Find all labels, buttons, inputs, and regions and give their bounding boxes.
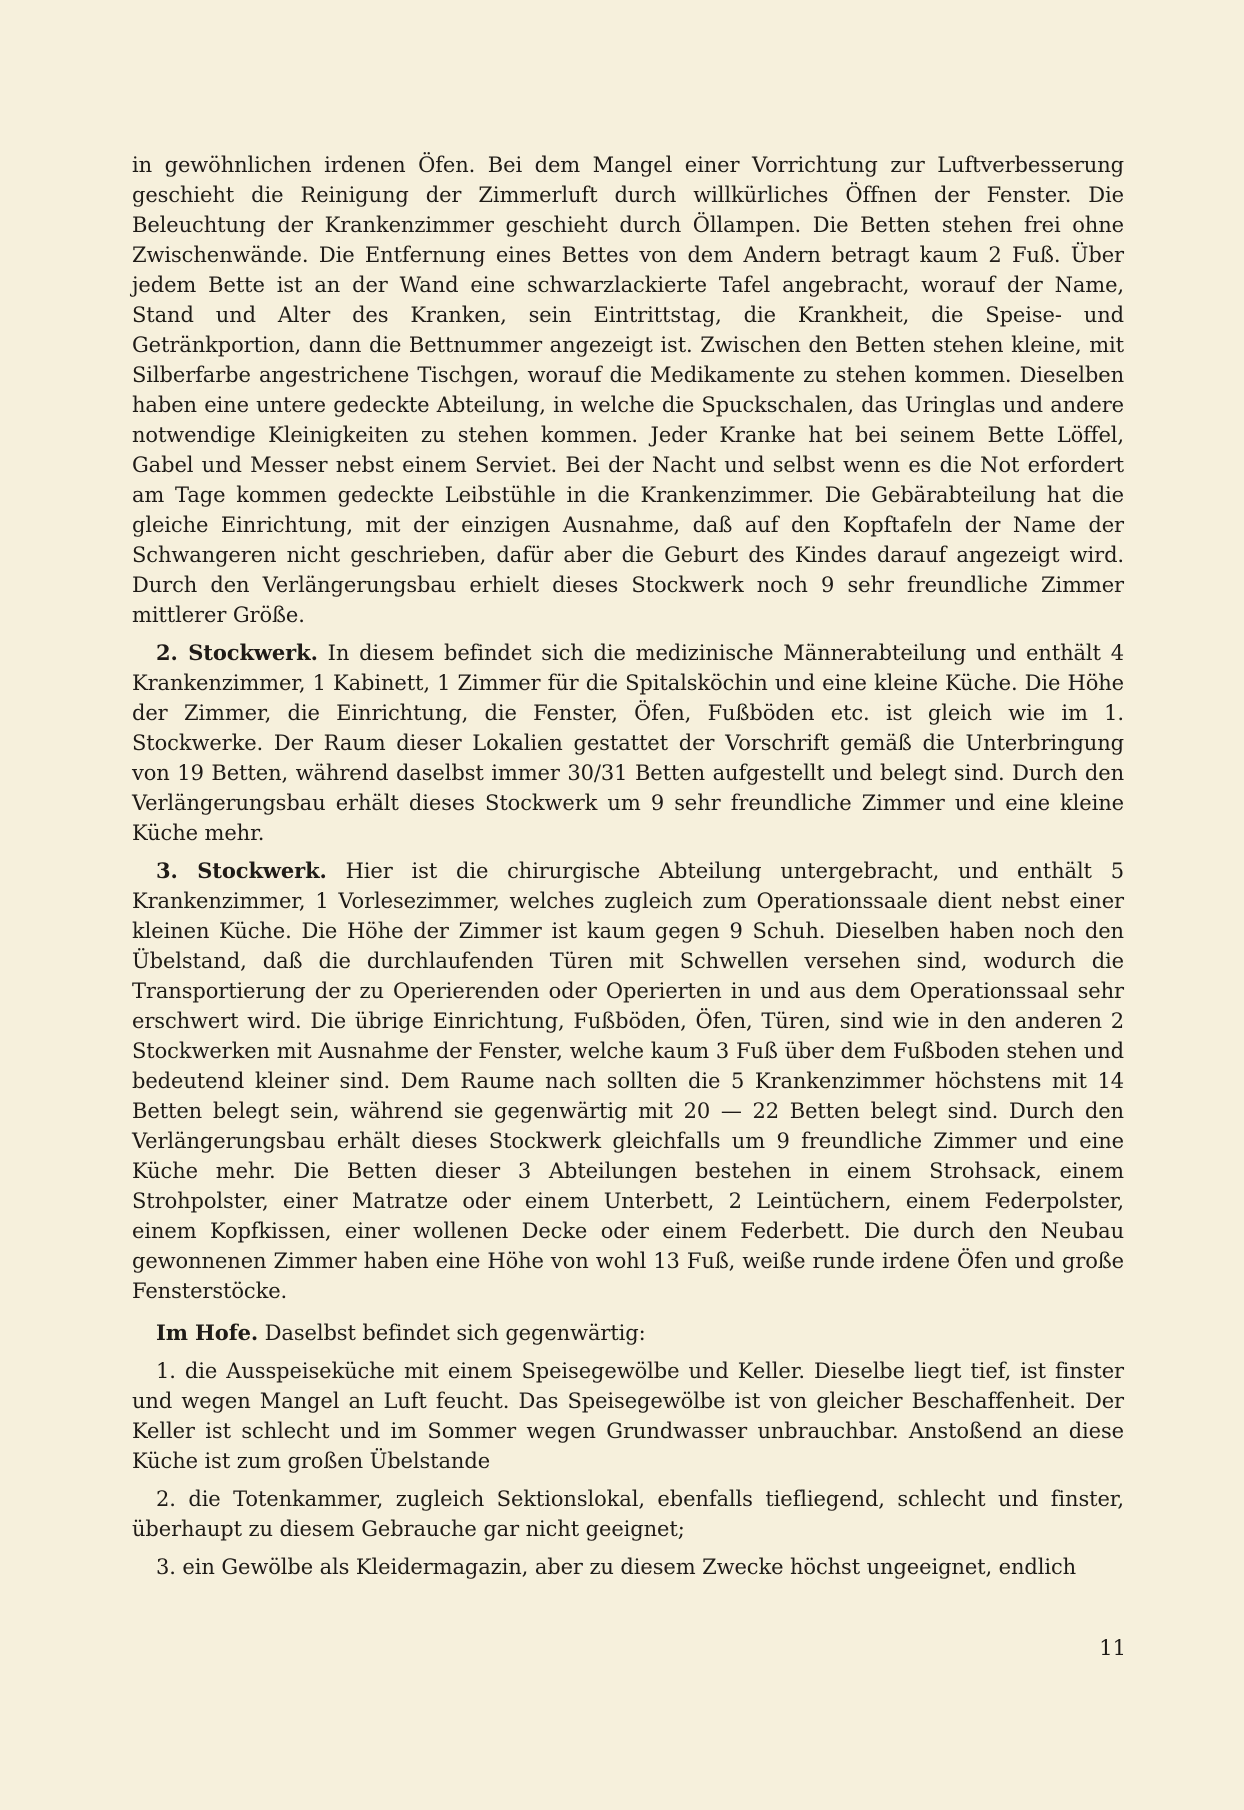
heading-im-hofe: Im Hofe. bbox=[156, 1320, 259, 1345]
paragraph-2 bbox=[132, 638, 1124, 848]
list-item-3 bbox=[132, 1552, 1124, 1582]
paragraph-1-text: in gewöhnlichen irdenen Öfen. Bei dem Mangel einer Vorrichtung zur Luftverbesserung geschieht die Reinigung der Zimmerluft durch willkürliches Öffnen der Fenster. Die Beleuchtung der Krankenzimmer geschieht durch Öllampen. Die Betten stehen frei ohne Zwischenwände. Die Entfernung eines Bettes von dem Andern betragt kaum 2 Fuß. Über jedem Bette ist an der Wand eine schwarzlackierte Tafel angebracht, worauf der Name, Stand und Alter des Kranken, sein Eintrittstag, die Krankheit, die Speise- und Getränkportion, dann die Bettnummer angezeigt ist. Zwischen den Betten stehen kleine, mit Silberfarbe angestrichene Tischgen, worauf die Medikamente zu stehen kommen. Dieselben haben eine untere gedeckte Abteilung, in welche die Spuckschalen, das Uringlas und andere notwendige Kleinigkeiten zu stehen kommen. Jeder Kranke hat bei seinem Bette Löffel, Gabel und Messer nebst einem Serviet. Bei der Nacht und selbst wenn es die Not erfordert am Tage kommen gedeckte Leibstühle in die Krankenzimmer. Die Gebärabteilung hat die gleiche Einrichtung, mit der einzigen Ausnahme, daß auf den Kopftafeln der Name der Schwangeren nicht geschrieben, dafür aber die Geburt des Kindes darauf angezeigt wird. Durch den Verlängerungsbau erhielt dieses Stockwerk noch 9 sehr freundliche Zimmer mittlerer Größe. bbox=[132, 153, 1124, 627]
list-item-1 bbox=[132, 1356, 1124, 1476]
paragraph-3 bbox=[132, 856, 1124, 1306]
heading-2-stockwerk: 2. Stockwerk. bbox=[156, 640, 318, 665]
list-item-2 bbox=[132, 1484, 1124, 1544]
paragraph-4-text: Daselbst befindet sich gegenwärtig: bbox=[258, 1321, 646, 1345]
list-item-2-text: 2. die Totenkammer, zugleich Sektionslokal, ebenfalls tiefliegend, schlecht und finster, überhaupt zu diesem Gebrauche gar nicht geeignet; bbox=[132, 1487, 1124, 1541]
list-item-3-text: 3. ein Gewölbe als Kleidermagazin, aber zu diesem Zwecke höchst ungeeignet, endlich bbox=[156, 1555, 1077, 1579]
page-number: 11 bbox=[1099, 1636, 1126, 1660]
paragraph-3-text: Hier ist die chirurgische Abteilung untergebracht, und enthält 5 Krankenzimmer, 1 Vorlesezimmer, welches zugleich zum Operationssaale dient nebst einer kleinen Küche. Die Höhe der Zimmer ist kaum gegen 9 Schuh. Dieselben haben noch den Übelstand, daß die durchlaufenden Türen mit Schwellen versehen sind, wodurch die Transportierung der zu Operierenden oder Operierten in und aus dem Operationssaal sehr erschwert wird. Die übrige Einrichtung, Fußböden, Öfen, Türen, sind wie in den anderen 2 Stockwerken mit Ausnahme der Fenster, welche kaum 3 Fuß über dem Fußboden stehen und bedeutend kleiner sind. Dem Raume nach sollten die 5 Krankenzimmer höchstens mit 14 Betten belegt sein, während sie gegenwärtig mit 20 — 22 Betten belegt sind. Durch den Verlängerungsbau erhält dieses Stockwerk gleichfalls um 9 freundliche Zimmer und eine Küche mehr. Die Betten dieser 3 Abteilungen bestehen in einem Strohsack, einem Strohpolster, einer Matratze oder einem Unterbett, 2 Leintüchern, einem Federpolster, einem Kopfkissen, einer wollenen Decke oder einem Federbett. Die durch den Neubau gewonnenen Zimmer haben eine Höhe von wohl 13 Fuß, weiße runde irdene Öfen und große Fensterstöcke. bbox=[132, 859, 1124, 1303]
paragraph-2-text: In diesem befindet sich die medizinische Männerabteilung und enthält 4 Krankenzimmer, 1 Kabinett, 1 Zimmer für die Spitalsköchin und eine kleine Küche. Die Höhe der Zimmer, die Einrichtung, die Fenster, Öfen, Fußböden etc. ist gleich wie im 1. Stockwerke. Der Raum dieser Lokalien gestattet der Vorschrift gemäß die Unterbringung von 19 Betten, während daselbst immer 30/31 Betten aufgestellt und belegt sind. Durch den Verlängerungsbau erhält dieses Stockwerk um 9 sehr freundliche Zimmer und eine kleine Küche mehr. bbox=[132, 641, 1124, 845]
heading-3-stockwerk: 3. Stockwerk. bbox=[156, 858, 327, 883]
paragraph-1 bbox=[132, 150, 1124, 630]
paragraph-4 bbox=[132, 1318, 1124, 1348]
list-item-1-text: 1. die Ausspeiseküche mit einem Speisegewölbe und Keller. Dieselbe liegt tief, ist finster und wegen Mangel an Luft feucht. Das Speisegewölbe ist von gleicher Beschaffenheit. Der Keller ist schlecht und im Sommer wegen Grundwasser unbrauchbar. Anstoßend an diese Küche ist zum großen Übelstande bbox=[132, 1359, 1124, 1473]
body-text bbox=[132, 150, 1124, 1582]
